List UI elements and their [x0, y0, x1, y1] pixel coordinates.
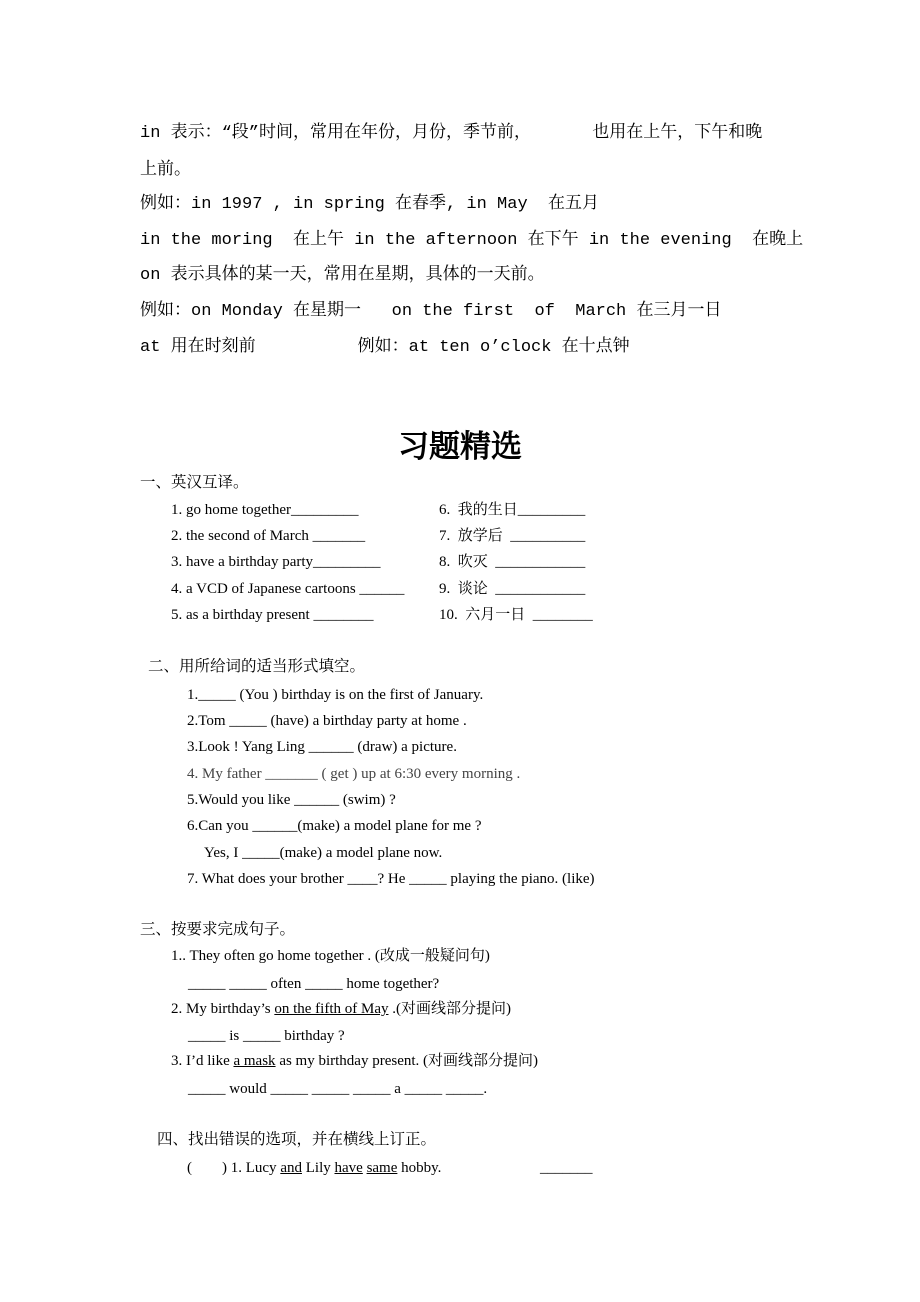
- s4-option-same: same: [366, 1160, 398, 1176]
- s4-item-1-text: Lily: [301, 1160, 335, 1176]
- s4-option-and: and: [280, 1160, 302, 1176]
- intro-line-2: 上前。: [140, 159, 191, 178]
- s2-item-7: 7. What does your brother ____? He _____ playing the piano. (like): [187, 871, 595, 887]
- s1-item-9: 9. 谈论 ____________: [439, 581, 586, 597]
- s2-item-6: 6.Can you ______(make) a model plane for me ?: [187, 818, 482, 834]
- s2-item-5: 5.Would you like ______ (swim) ?: [187, 792, 396, 808]
- intro-line-3: 例如：in 1997 , in spring 在春季, in May 在五月: [140, 195, 600, 214]
- intro-line-4: in the moring 在上午 in the afternoon 在下午 in the evening 在晚上: [140, 231, 804, 250]
- s1-item-7: 7. 放学后 __________: [439, 528, 586, 544]
- s4-item-1: [187, 1158, 441, 1178]
- section3-heading: 三、按要求完成句子。: [140, 921, 296, 938]
- section2-heading: 二、用所给词的适当形式填空。: [148, 658, 366, 675]
- s4-answer-blank: _______: [540, 1160, 593, 1176]
- s2-item-4: 4. My father _______ ( get ) up at 6:30 every morning .: [187, 766, 521, 782]
- s3-answer-1: _____ _____ often _____ home together?: [188, 976, 440, 992]
- s4-item-1-prefix: ( ) 1. Lucy: [187, 1160, 281, 1176]
- s3-question-3: [171, 1051, 538, 1071]
- intro-line-5: on 表示具体的某一天，常用在星期，具体的一天前。: [140, 266, 545, 285]
- s3-q2-text: 2. My birthday’s: [171, 1001, 275, 1017]
- s2-item-1: 1._____ (You ) birthday is on the first of January.: [187, 687, 484, 703]
- s3-q3-instruction: as my birthday present. (对画线部分提问): [275, 1053, 539, 1069]
- s3-q2-instruction: .(对画线部分提问): [388, 1001, 511, 1017]
- s3-answer-3: _____ would _____ _____ _____ a _____ _____.: [188, 1081, 488, 1097]
- page-title: 习题精选: [398, 429, 522, 465]
- intro-line-1: in 表示：“段”时间，常用在年份，月份，季节前， 也用在上午，下午和晚: [140, 124, 763, 143]
- section1-heading: 一、英汉互译。: [140, 474, 249, 491]
- s3-answer-2: _____ is _____ birthday ?: [188, 1028, 345, 1044]
- s3-question-2: [171, 999, 511, 1019]
- s3-q3-text: 3. I’d like: [171, 1053, 234, 1069]
- s2-item-6-answer: Yes, I _____(make) a model plane now.: [204, 845, 443, 861]
- s2-item-3: 3.Look ! Yang Ling ______ (draw) a picture.: [187, 739, 457, 755]
- s3-q3-underlined: a mask: [233, 1053, 276, 1069]
- section4-heading: 四、找出错误的选项，并在横线上订正。: [157, 1131, 437, 1148]
- intro-line-7: at 用在时刻前 例如：at ten o’clock 在十点钟: [140, 338, 630, 357]
- s1-item-2: 2. the second of March _______: [171, 528, 366, 544]
- s4-item-1-suffix: hobby.: [397, 1160, 442, 1176]
- s1-item-4: 4. a VCD of Japanese cartoons ______: [171, 581, 405, 597]
- s1-item-3: 3. have a birthday party_________: [171, 554, 381, 570]
- intro-line-6: 例如：on Monday 在星期一 on the first of March 在三月一日: [140, 302, 722, 321]
- s1-item-10: 10. 六月一日 ________: [439, 607, 593, 623]
- s1-item-1: 1. go home together_________: [171, 502, 359, 518]
- s2-item-2: 2.Tom _____ (have) a birthday party at home .: [187, 713, 467, 729]
- s1-item-6: 6. 我的生日_________: [439, 502, 586, 518]
- s3-question-1: 1.. They often go home together . (改成一般疑问句): [171, 948, 490, 964]
- s1-item-8: 8. 吹灭 ____________: [439, 554, 586, 570]
- s4-option-have: have: [334, 1160, 363, 1176]
- s3-q2-underlined: on the fifth of May: [274, 1001, 389, 1017]
- s1-item-5: 5. as a birthday present ________: [171, 607, 374, 623]
